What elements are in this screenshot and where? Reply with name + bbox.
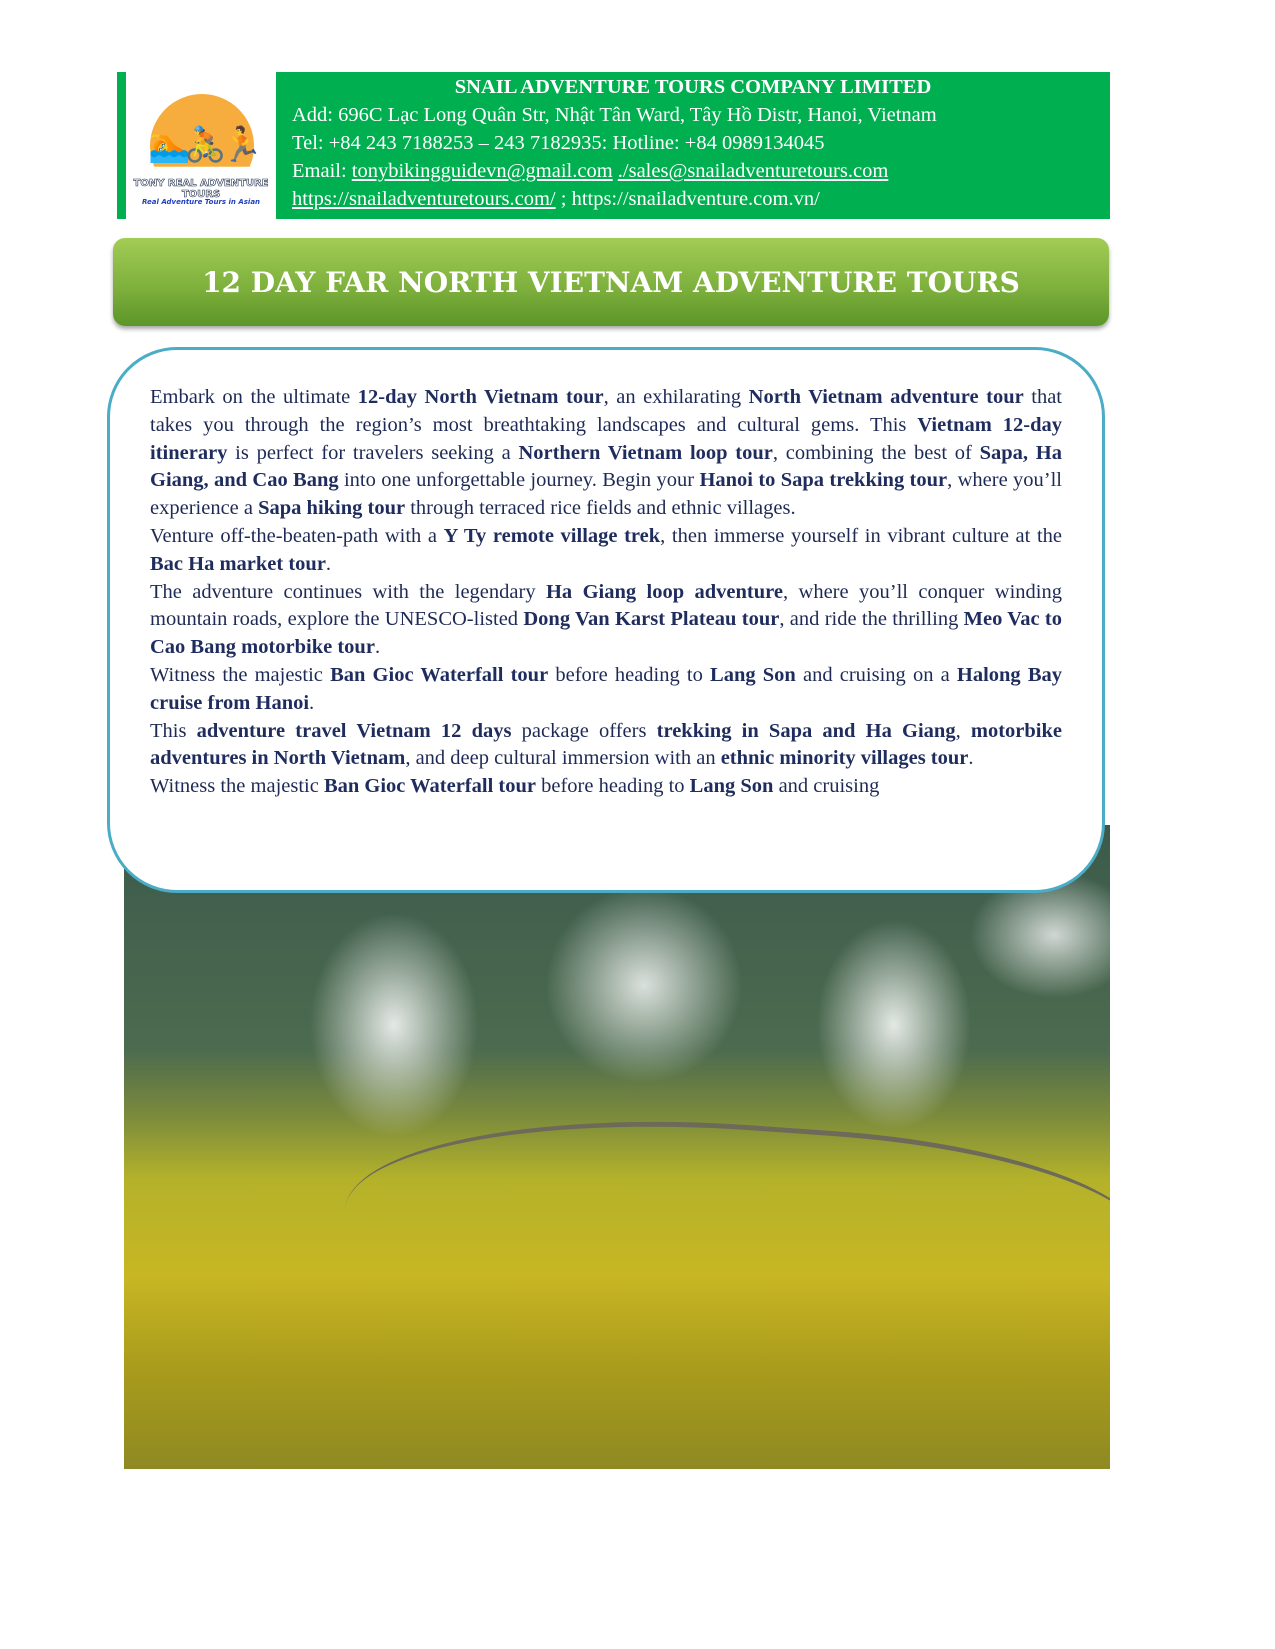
triathlon-icon: 🏊🚴🏃 [148,125,258,165]
highlight-keyword: motorbike adventures in North Vietnam [150,719,1063,770]
tour-title-banner [113,238,1109,326]
description-paragraph [150,718,1062,774]
highlight-keyword: Ban Gioc Waterfall tour [330,663,549,686]
highlight-keyword: Meo Vac to Cao Bang motorbike tour [150,608,1062,659]
paragraph-text: into one unforgettable journey. Begin your [338,469,700,492]
logo-tagline: Real Adventure Tours in Asian [141,198,261,206]
paragraph-text: , then immerse yourself in vibrant culture at the [660,524,1062,547]
paragraph-text: , and ride the thrilling [779,608,964,631]
website-link-2[interactable]: https://snailadventure.com.vn/ [571,188,820,210]
paragraph-text: through terraced rice fields and ethnic villages. [405,497,796,520]
highlight-keyword: trekking in Sapa and Ha Giang [656,719,956,742]
company-logo [128,80,274,218]
paragraph-text: , where you’ll conquer winding mountain roads, explore the UNESCO-listed [150,580,1062,631]
paragraph-text: . [309,691,315,714]
paragraph-text: Venture off-the-beaten-path with a [150,524,444,547]
highlight-keyword: Ha Giang loop adventure [545,580,783,603]
highlight-keyword: adventure travel Vietnam 12 days [196,719,512,742]
paragraph-text: is perfect for travelers seeking a [227,441,519,464]
highlight-keyword: Lang Son [710,663,796,686]
description-paragraph [150,773,1062,801]
company-name: SNAIL ADVENTURE TOURS COMPANY LIMITED [454,76,932,98]
description-paragraph [150,579,1062,662]
website-link-1[interactable]: https://snailadventuretours.com/ [292,188,556,210]
company-email [276,157,1110,185]
highlight-keyword: 12-day North Vietnam tour [357,386,604,408]
paragraph-text: The adventure continues with the legendary [150,580,546,603]
paragraph-text: , where you’ll experience a [150,469,1062,520]
paragraph-text: , an exhilarating [603,386,749,408]
highlight-keyword: North Vietnam adventure tour [748,386,1024,408]
paragraph-text: that takes you through the region’s most breathtaking landscapes and cultural gems. This [150,386,1062,436]
company-header [276,72,1110,219]
website-separator: ; [555,188,572,210]
email-link-1[interactable]: tonybikingguidevn@gmail.com [351,160,613,182]
paragraph-text: This [150,719,197,742]
highlight-keyword: Bac Ha market tour [150,552,326,575]
tour-description [150,384,1062,801]
paragraph-text: package offers [511,719,657,742]
paragraph-text: , combining the best of [772,441,980,464]
paragraph-text: and cruising on a [795,663,957,686]
tour-title: 12 DAY FAR NORTH VIETNAM ADVENTURE TOURS [202,265,1020,299]
highlight-keyword: Lang Son [689,775,774,798]
highlight-keyword: Vietnam 12-day itinerary [150,413,1062,464]
description-paragraph [150,662,1062,718]
paragraph-text: , and deep cultural immersion with an [405,747,721,770]
logo-name: TONY REAL ADVENTURE TOURS [133,178,269,200]
highlight-keyword: Dong Van Karst Plateau tour [523,608,780,631]
paragraph-text: . [374,636,381,659]
rice-terrace-photo [124,825,1110,1469]
highlight-keyword: Y Ty remote village trek [443,524,661,547]
email-label: Email: [292,160,352,182]
paragraph-text: , [955,719,971,742]
highlight-keyword: Sapa hiking tour [258,497,406,520]
paragraph-text: Embark on the ultimate [150,386,358,408]
highlight-keyword: Ban Gioc Waterfall tour [323,775,536,798]
paragraph-text: before heading to [548,663,711,686]
highlight-keyword: Hanoi to Sapa trekking tour [699,469,948,492]
paragraph-text: Witness the majestic [150,775,324,798]
paragraph-text: before heading to [535,775,690,798]
highlight-keyword: Halong Bay cruise from Hanoi [150,663,1063,714]
paragraph-text: . [325,552,332,575]
highlight-keyword: Northern Vietnam loop tour [518,441,773,464]
mountain-road [337,1097,1110,1377]
description-paragraph [150,384,1062,523]
email-link-2[interactable]: ./sales@snailadventuretours.com [617,160,889,182]
paragraph-text: and cruising [773,775,880,798]
highlight-keyword: ethnic minority villages tour [720,747,969,770]
company-address: Add: 696C Lạc Long Quân Str, Nhật Tân Ward, Tây Hồ Distr, Hanoi, Vietnam [292,104,937,126]
company-websites [276,185,1110,213]
paragraph-text: . [968,747,974,770]
company-phone: Tel: +84 243 7188253 – 243 7182935: Hotline: +84 0989134045 [292,132,825,154]
paragraph-text: Witness the majestic [150,663,331,686]
description-paragraph [150,523,1062,579]
header-accent-bar [117,72,126,219]
highlight-keyword: Sapa, Ha Giang, and Cao Bang [150,441,1062,492]
